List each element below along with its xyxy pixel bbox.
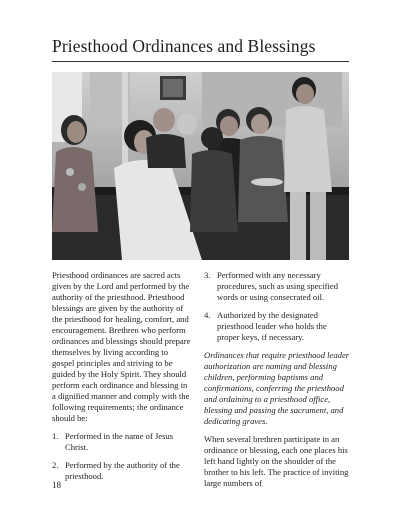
- participation-paragraph: When several brethren participate in an ordinance or blessing, each one places his left hand lightly on the shoulder of the brother to his left. The practice of inviting large numbers of: [204, 434, 349, 488]
- intro-paragraph: Priesthood ordinances are sacred acts given by the Lord and performed by the authority of the priesthood. Priesthood blessings are given by the authority of the priesthood for healing, comfort, and encouragement. Brethren who perform ordinances and blessings should prepare themselves by living according to gospel principles and striving to be guided by the Holy Spirit. They should perform each ordinance and blessing in a dignified manner and comply with the following requirements; the ordinance should be:: [52, 270, 191, 423]
- list-item: 2. Performed by the authority of the priesthood.: [52, 460, 180, 481]
- left-column: [52, 270, 192, 489]
- requirements-list-part-2: [204, 270, 350, 343]
- list-item: 4. Authorized by the designated priesthood leader who holds the proper keys, if necessary.: [204, 310, 327, 342]
- page-number: 18: [52, 480, 61, 490]
- list-item: 1. Performed in the name of Jesus Christ.: [52, 431, 174, 452]
- requirements-list-part-1: [52, 431, 192, 482]
- authorization-note: Ordinances that require priesthood leader authorization are naming and blessing children, performing baptisms and confirmations, conferring the priesthood and ordaining to a priesthood office, blessing and passing the sacrament, and dedicating graves.: [204, 350, 350, 426]
- list-item: 3. Performed with any necessary procedures, such as using specified words or using consecrated oil.: [204, 270, 338, 302]
- congregation-photo: [52, 72, 349, 260]
- title-divider: [52, 61, 349, 62]
- page-title: Priesthood Ordinances and Blessings: [52, 36, 316, 56]
- right-column: [204, 270, 350, 496]
